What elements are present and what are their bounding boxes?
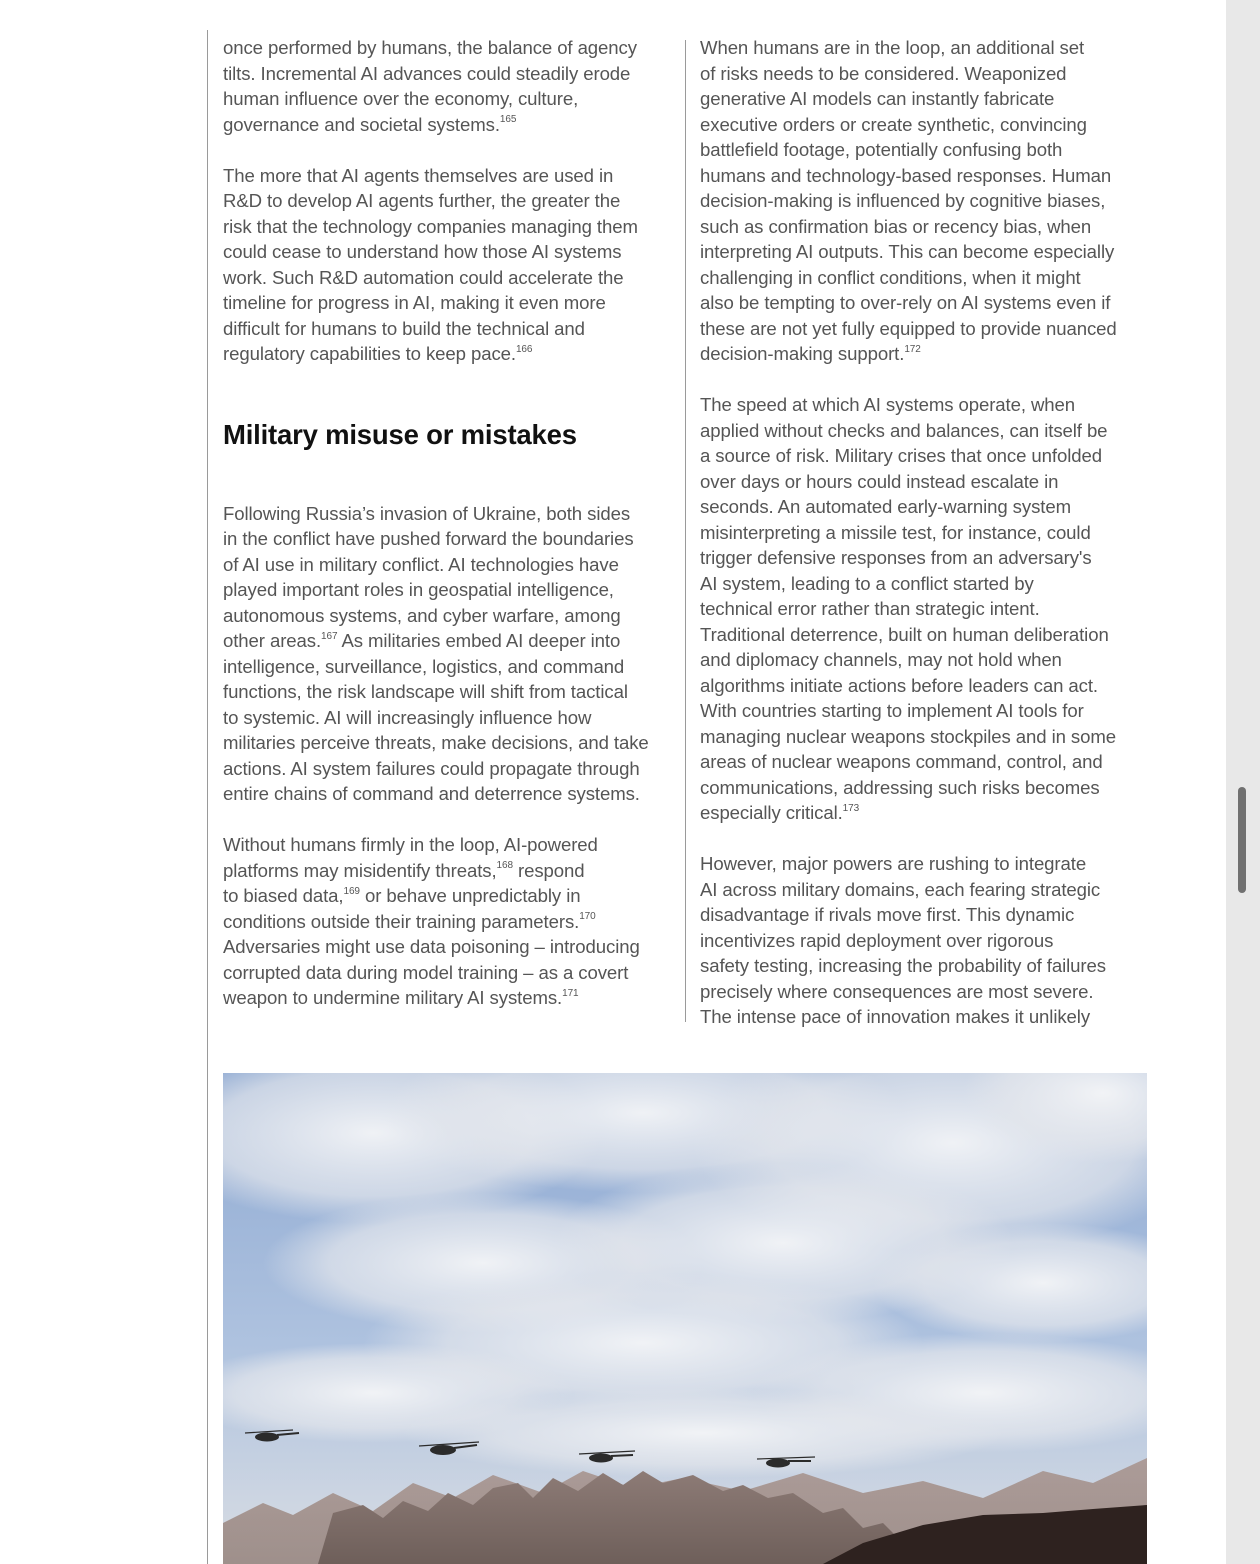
text-line: Adversaries might use data poisoning – introducing	[223, 936, 640, 957]
footnote-ref[interactable]: 173	[842, 802, 860, 814]
text-line: decision-making is influenced by cognitive biases,	[700, 190, 1106, 211]
right-column	[700, 35, 1150, 1055]
footnote-ref[interactable]: 169	[343, 885, 360, 897]
text-line: areas of nuclear weapons command, control, and	[700, 751, 1103, 772]
text-line: played important roles in geospatial intelligence,	[223, 579, 614, 600]
text-line: safety testing, increasing the probability of failures	[700, 955, 1106, 976]
text-line: managing nuclear weapons stockpiles and in some	[700, 725, 1116, 747]
text-line: However, major powers are rushing to integrate	[700, 853, 1087, 874]
text-line: difficult for humans to build the technical and	[223, 317, 585, 339]
text-line: these are not yet fully equipped to provide nuanced	[700, 317, 1117, 339]
text-line: weapon to undermine military AI systems.$^{171}$	[223, 987, 579, 1008]
text-line: misinterpreting a missile test, for instance, could	[700, 521, 1091, 543]
text-line: executive orders or create synthetic, convincing	[700, 113, 1087, 135]
text-line: intelligence, surveillance, logistics, and command	[223, 655, 625, 677]
scrollbar-thumb[interactable]	[1238, 787, 1246, 893]
paragraph-intro	[223, 35, 678, 137]
text-line: tilts. Incremental AI advances could steadily erode	[223, 62, 631, 84]
text-line: algorithms initiate actions before leaders can act.	[700, 674, 1098, 696]
text-line: militaries perceive threats, make decisions, and take	[223, 732, 649, 753]
text-line: to systemic. AI will increasingly influence how	[223, 706, 592, 728]
clouds	[223, 1073, 1147, 1478]
paragraph-major-powers	[700, 851, 1150, 1030]
text-line: AI system, leading to a conflict started by	[700, 572, 1034, 594]
scrollbar-track[interactable]	[1226, 0, 1260, 1564]
text-line: governance and societal systems.$^{165}$	[223, 113, 517, 135]
text-line: risk that the technology companies managing them	[223, 215, 638, 237]
text-line: AI across military domains, each fearing strategic	[700, 878, 1101, 900]
text-line: timeline for progress in AI, making it even more	[223, 292, 606, 313]
footnote-ref[interactable]: 166	[515, 343, 533, 355]
paragraph-without-humans	[223, 832, 678, 1011]
footnote-ref[interactable]: 168	[496, 860, 513, 872]
text-line: generative AI models can instantly fabricate	[700, 88, 1055, 109]
text-line: platforms may misidentify threats,$^{168}$ respond	[223, 859, 585, 881]
section-heading: Military misuse or mistakes	[223, 418, 577, 450]
text-line: The intense pace of innovation makes it unlikely	[700, 1006, 1091, 1027]
paragraph-humans-in-loop	[700, 35, 1150, 367]
helicopters-desert-photo	[223, 1073, 1147, 1564]
text-line: communications, addressing such risks becomes	[700, 776, 1100, 798]
text-line: over days or hours could instead escalate in	[700, 470, 1059, 492]
footnote-ref[interactable]: 165	[499, 114, 517, 126]
paragraph-speed	[700, 392, 1150, 826]
left-margin-rule	[207, 30, 208, 1564]
text-line: technical error rather than strategic intent.	[700, 598, 1040, 619]
footnote-ref[interactable]: 170	[579, 911, 596, 923]
text-line: conditions outside their training parameters.$^{170}$	[223, 910, 596, 932]
text-line: battlefield footage, potentially confusing both	[700, 139, 1063, 160]
text-line: interpreting AI outputs. This can become especially	[700, 241, 1115, 262]
text-line: With countries starting to implement AI tools for	[700, 700, 1084, 721]
text-line: trigger defensive responses from an adversary's	[700, 547, 1092, 568]
text-line: corrupted data during model training – as a covert	[223, 961, 629, 983]
text-line: regulatory capabilities to keep pace.$^{166}$	[223, 343, 533, 364]
text-line: autonomous systems, and cyber warfare, among	[223, 604, 621, 626]
text-line: applied without checks and balances, can itself be	[700, 419, 1108, 441]
text-line: work. Such R&D automation could accelerate the	[223, 266, 624, 288]
text-line: precisely where consequences are most severe.	[700, 980, 1094, 1002]
text-line: disadvantage if rivals move first. This dynamic	[700, 904, 1075, 925]
text-line: The speed at which AI systems operate, when	[700, 394, 1076, 415]
text-line: in the conflict have pushed forward the boundaries	[223, 528, 634, 549]
text-line: especially critical.$^{173}$	[700, 802, 860, 823]
left-column	[223, 35, 678, 1036]
text-line: could cease to understand how those AI systems	[223, 241, 622, 262]
text-line: incentivizes rapid deployment over rigorous	[700, 929, 1054, 951]
text-line: Traditional deterrence, built on human deliberation	[700, 623, 1109, 645]
photo-illustration	[223, 1073, 1147, 1564]
text-line: The more that AI agents themselves are used in	[223, 164, 614, 186]
text-line: Without humans firmly in the loop, AI-powered	[223, 834, 598, 855]
text-line: also be tempting to over-rely on AI systems even if	[700, 292, 1111, 313]
text-line: a source of risk. Military crises that once unfolded	[700, 445, 1102, 466]
paragraph-russia-ukraine	[223, 501, 678, 807]
text-line: actions. AI system failures could propagate through	[223, 757, 640, 779]
text-line: When humans are in the loop, an additional set	[700, 37, 1085, 58]
text-line: once performed by humans, the balance of agency	[223, 37, 637, 58]
text-line: such as confirmation bias or recency bias, when	[700, 215, 1092, 237]
text-line: other areas.$^{167}$ As militaries embed AI deeper into	[223, 630, 621, 651]
text-line: R&D to develop AI agents further, the greater the	[223, 190, 621, 211]
footnote-ref[interactable]: 172	[904, 343, 921, 355]
text-line: to biased data,$^{169}$ or behave unpredictably in	[223, 885, 581, 906]
text-line: functions, the risk landscape will shift from tactical	[223, 681, 628, 702]
text-line: entire chains of command and deterrence systems.	[223, 783, 640, 804]
text-line: decision-making support.$^{172}$	[700, 343, 921, 364]
text-line: of risks needs to be considered. Weaponized	[700, 62, 1067, 84]
text-line: seconds. An automated early-warning system	[700, 496, 1071, 517]
text-line: challenging in conflict conditions, when it might	[700, 266, 1081, 288]
paragraph-rd-automation	[223, 163, 678, 367]
text-line: humans and technology-based responses. Human	[700, 164, 1112, 186]
footnote-ref[interactable]: 167	[321, 630, 338, 642]
text-line: human influence over the economy, culture,	[223, 88, 579, 109]
text-line: of AI use in military conflict. AI technologies have	[223, 553, 619, 575]
column-divider-rule	[685, 40, 686, 1022]
footnote-ref[interactable]: 171	[562, 987, 579, 999]
text-line: Following Russia’s invasion of Ukraine, both sides	[223, 502, 631, 524]
text-line: and diplomacy channels, may not hold when	[700, 649, 1062, 670]
